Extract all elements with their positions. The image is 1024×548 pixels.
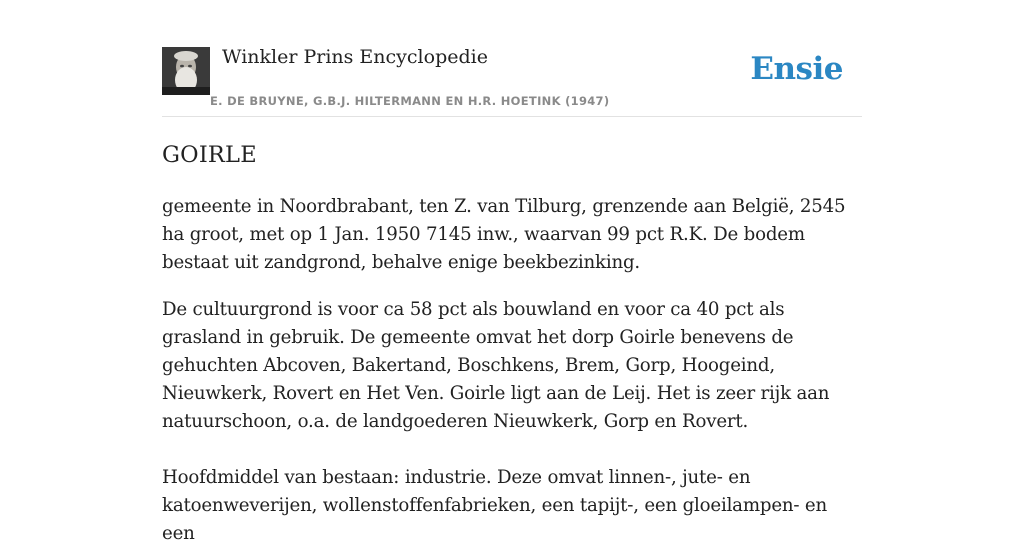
site-title[interactable]: Winkler Prins Encyclopedie bbox=[222, 46, 488, 68]
article-title: GOIRLE bbox=[162, 142, 257, 168]
brand-logo[interactable]: Ensie bbox=[750, 51, 843, 87]
article-paragraph: gemeente in Noordbrabant, ten Z. van Tilburg, grenzende aan België, 2545 ha groot, met op 1 Jan. 1950 7145 inw., waarvan 99 pct R.K. De bodem bestaat uit zandgrond, behalve enige beekbezinking. bbox=[162, 196, 846, 273]
header bbox=[162, 46, 862, 117]
article bbox=[162, 140, 862, 548]
article-paragraph: Hoofdmiddel van bestaan: industrie. Deze omvat linnen-, jute- en katoenweverijen, wollenstoffenfabrieken, een tapijt-, een gloeilampen- en een bbox=[162, 467, 827, 544]
authors-line: E. DE BRUYNE, G.B.J. HILTERMANN EN H.R. HOETINK (1947) bbox=[210, 94, 610, 108]
portrait-icon bbox=[162, 47, 210, 95]
article-paragraph: De cultuurgrond is voor ca 58 pct als bouwland en voor ca 40 pct als grasland in gebruik. De gemeente omvat het dorp Goirle benevens de gehuchten Abcoven, Bakertand, Boschkens, Brem, Gorp, Hoogeind, Nieuwkerk, Rovert en Het Ven. Goirle ligt aan de Leij. Het is zeer rijk aan natuurschoon, o.a. de landgoederen Nieuwkerk, Gorp en Rovert. bbox=[162, 299, 830, 432]
avatar bbox=[162, 47, 210, 95]
